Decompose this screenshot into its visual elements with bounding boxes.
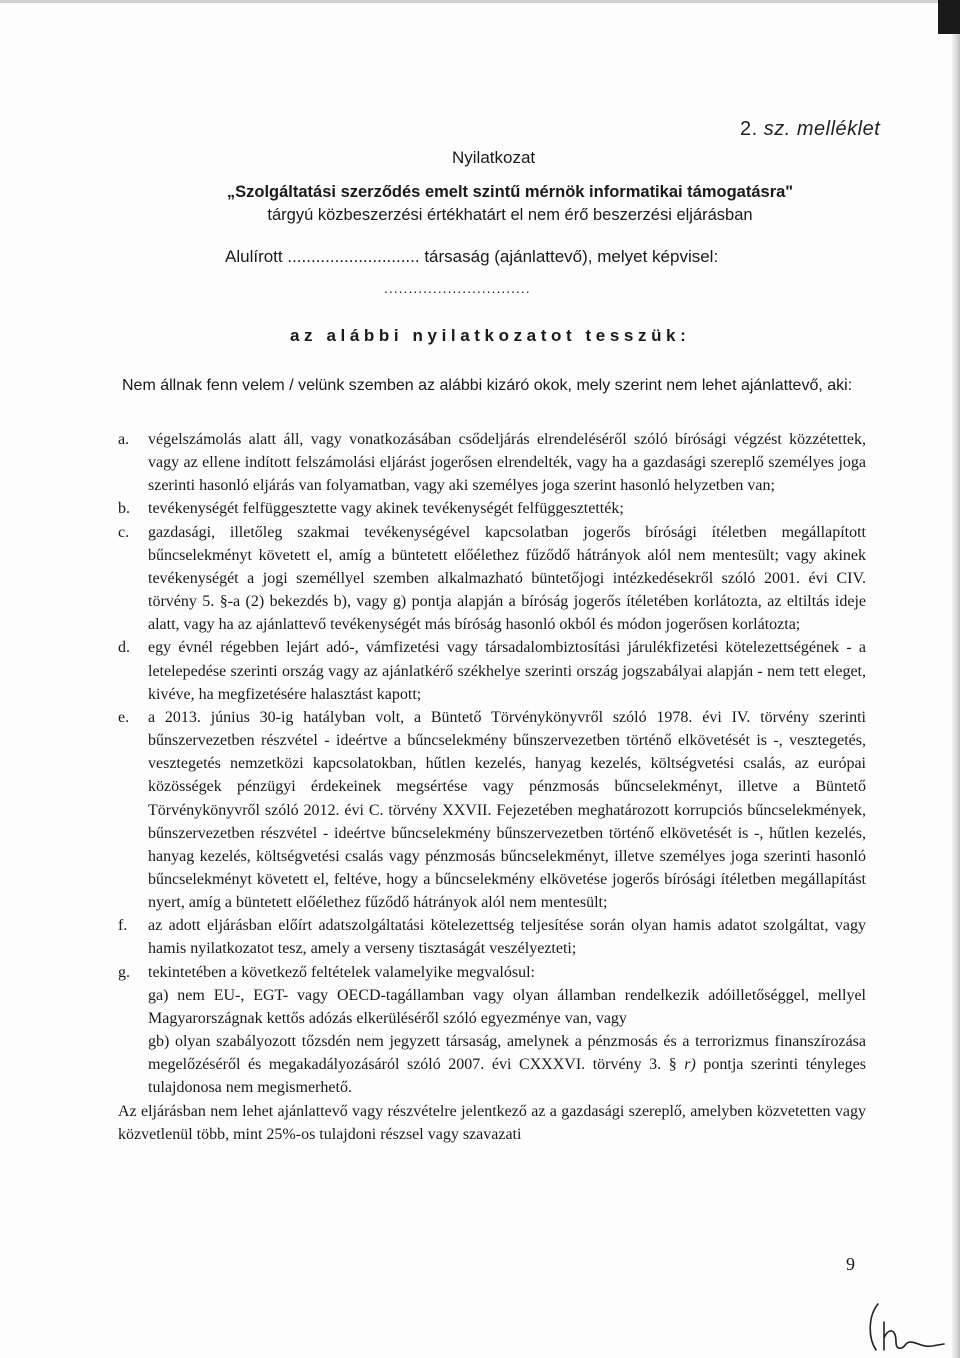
list-item bbox=[118, 636, 866, 705]
subject-line-1: „Szolgáltatási szerződés emelt szintű mérnök informatikai támogatásra" bbox=[226, 183, 794, 201]
item-marker: b. bbox=[118, 500, 130, 518]
item-text: a 2013. június 30-ig hatályban volt, a Büntető Törvénykönyvről szóló 1978. évi IV. törvény szerinti bűnszervezetben részvétel - ideértve a bűncselekmény bűnszervezetben történő elkövetését is -, vesztegetés, vesztegetés nemzetközi kapcsolatokban, hűtlen kezelés, hanyag kezelés, költségvetési csalás, az európai közösségek pénzügyi érdekeinek megsértése vagy pénzmosás bűncselekményt, illetve a Büntető Törvénykönyvről szóló 2012. évi C. törvény XXVII. Fejezetében meghatározott korrupciós bűncselekmények, bűnszervezetben részvétel - ideértve bűncselekmény bűnszervezetben történő elkövetését is -, hűtlen kezelés, hanyag kezelés, költségvetési csalás vagy pénzmosás bűncselekményt, illetve személyes joga szerinti hasonló bűncselekményt követett el, feltéve, hogy a bűncselekmény elkövetése jogerős bírósági ítéletben megállapítást nyert, amíg a büntetett előélethez fűződő hátrányok alól nem mentesült; bbox=[148, 708, 866, 912]
exclusion-list bbox=[118, 428, 866, 1146]
page-number: 9 bbox=[846, 1254, 855, 1274]
item-text: tekintetében a következő feltételek valamelyike megvalósul: bbox=[148, 963, 535, 981]
annex-number: 2. bbox=[740, 118, 758, 140]
list-item bbox=[118, 961, 866, 1100]
list-item bbox=[118, 428, 866, 497]
annex-label bbox=[740, 118, 880, 141]
handwritten-signature bbox=[862, 1298, 946, 1356]
item-text: egy évnél régebben lejárt adó-, vámfizetési vagy társadalombiztosítási járulékfizetési kötelezettségének - a letelepedése szerinti ország vagy az ajánlatkérő székhelye szerinti ország jogszabályai alapján - nem tett eleget, kivéve, ha megfizetésére halasztást kapott; bbox=[148, 639, 866, 703]
document-title: Nyilatkozat bbox=[452, 148, 536, 167]
subitem-gb bbox=[148, 1030, 866, 1099]
list-item bbox=[118, 521, 866, 637]
subject-line-2: tárgyú közbeszerzési értékhatárt el nem érő beszerzési eljárásban bbox=[267, 206, 753, 224]
subitem-gb-ref: r) bbox=[684, 1056, 696, 1074]
list-item bbox=[118, 914, 866, 960]
item-text: tevékenységét felfüggesztette vagy akinek tevékenységét felfüggesztették; bbox=[148, 500, 624, 518]
intro-paragraph: Nem állnak fenn velem / velünk szemben az alábbi kizáró okok, mely szerint nem lehet ajánlattevő, aki: bbox=[122, 377, 853, 394]
representative-blank: .............................. bbox=[384, 280, 531, 296]
scan-top-edge bbox=[0, 0, 960, 3]
subitem-ga: ga) nem EU-, EGT- vagy OECD-tagállamban vagy olyan államban rendelkezik adóilletőséggel, mellyel Magyarországnak kettős adózás elkerüléséről szóló egyezménye van, vagy bbox=[148, 986, 866, 1027]
scan-corner-mark bbox=[938, 0, 960, 34]
item-text: az adott eljárásban előírt adatszolgáltatási kötelezettség teljesítése során olyan hamis adatot szolgáltat, vagy hamis nyilatkozatot tesz, amely a verseny tisztaságát veszélyezteti; bbox=[148, 917, 866, 958]
item-marker: d. bbox=[118, 639, 130, 657]
list-item bbox=[118, 706, 866, 914]
item-text: gazdasági, illetőleg szakmai tevékenységével kapcsolatban jogerős bírósági ítéletben megállapított bűncselekményt követett el, amíg a büntetett előélethez fűződő hátrányok alól nem mentesült; vagy akinek tevékenységét a jogi személlyel szemben alkalmazható büntetőjogi intézkedésekről szóló 2001. évi CIV. törvény 5. §-a (2) bekezdés b), vagy g) pontja alapján a bíróság jogerős ítéletében korlátozta, az eltiltás ideje alatt, vagy ha az ajánlattevő tevékenységét más bíróság hasonló okból és módon jogerősen korlátozta; bbox=[148, 523, 866, 634]
declaration-heading: az alábbi nyilatkozatot tesszük: bbox=[290, 326, 691, 345]
scan-right-edge bbox=[952, 0, 960, 1358]
list-item bbox=[118, 497, 866, 520]
item-marker: f. bbox=[118, 917, 128, 935]
subitem-gb-tail: pontja szerinti tényleges tulajdonosa nem megismerhető. bbox=[148, 1056, 866, 1097]
item-marker: a. bbox=[118, 431, 130, 448]
item-marker: c. bbox=[118, 523, 130, 541]
subitem-gb-text: gb) olyan szabályozott tőzsdén nem jegyzett társaság, amelynek a pénzmosás és a terrorizmus finanszírozása megelőzéséről és megakadályozásáról szóló 2007. évi CXXXVI. törvény 3. § bbox=[148, 1033, 866, 1074]
item-marker: e. bbox=[118, 708, 130, 726]
item-marker: g. bbox=[118, 963, 130, 981]
closing-paragraph: Az eljárásban nem lehet ajánlattevő vagy részvételre jelentkező az a gazdasági szereplő, amelyben közvetetten vagy közvetlenül több, mint 25%-os tulajdoni részsel vagy szavazati bbox=[118, 1102, 866, 1143]
item-text: végelszámolás alatt áll, vagy vonatkozásában csődeljárás elrendeléséről szóló bírósági végzést közzétettek, vagy az ellene indított felszámolási eljárást jogerősen elrendelték, vagy ha a gazdasági szereplő személyes joga szerinti hasonló eljárás van folyamatban, vagy aki személyes joga szerint hasonló helyzetben van; bbox=[148, 431, 866, 495]
annex-text: sz. melléklet bbox=[763, 118, 881, 140]
signer-line: Alulírott ............................ társaság (ajánlattevő), melyet képvisel: bbox=[225, 247, 719, 266]
